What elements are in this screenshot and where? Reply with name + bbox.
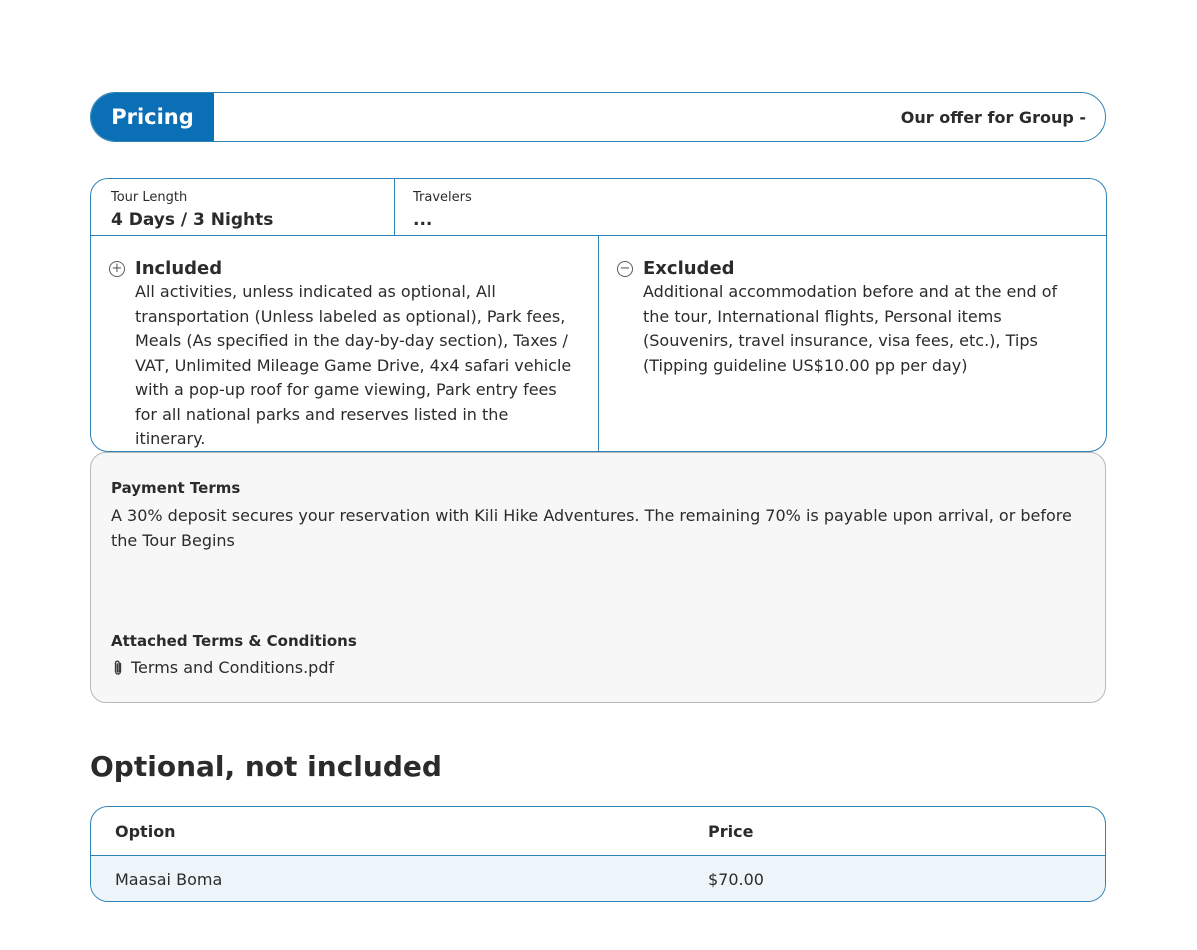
payment-terms-title: Payment Terms [111, 479, 241, 497]
table-header-row [91, 807, 1105, 856]
excluded-text: Additional accommodation before and at the end of the tour, International flights, Personal items (Souvenirs, travel insurance, visa fees, etc.), Tips (Tipping guideline US$10.00 pp per day) [643, 282, 1058, 375]
column-header-price: Price [708, 821, 754, 841]
pricing-header-bar [90, 92, 1106, 142]
tour-summary-box [90, 178, 1107, 452]
travelers-value: ... [413, 210, 433, 230]
option-name-cell: Maasai Boma [115, 869, 223, 889]
tour-length-cell [91, 179, 395, 235]
included-title: Included [135, 258, 223, 279]
plus-circle-icon: + [109, 261, 125, 277]
tour-length-label: Tour Length [111, 190, 188, 205]
travelers-label: Travelers [413, 190, 472, 205]
optional-heading: Optional, not included [90, 750, 442, 783]
table-row [91, 856, 1105, 902]
minus-circle-icon: − [617, 261, 633, 277]
travelers-cell [395, 179, 1106, 235]
pricing-tab: Pricing [91, 93, 214, 141]
included-text: All activities, unless indicated as optional, All transportation (Unless labeled as optional), Park fees, Meals (As specified in the day-by-day section), Taxes / VAT, Unlimited Mileage Game Drive, 4x4 safari vehicle with a pop-up roof for game viewing, Park entry fees for all national parks and reserves listed in the itinerary. [135, 282, 572, 448]
paperclip-icon [111, 659, 125, 677]
payment-terms-text: A 30% deposit secures your reservation with Kili Hike Adventures. The remaining 70% is payable upon arrival, or before the Tour Begins [111, 506, 1072, 550]
option-price-cell: $70.00 [708, 869, 764, 889]
tour-info-row [91, 179, 1106, 236]
payment-terms-box [90, 452, 1106, 703]
excluded-title: Excluded [643, 258, 735, 279]
attached-terms-title: Attached Terms & Conditions [111, 632, 357, 650]
tour-length-value: 4 Days / 3 Nights [111, 210, 274, 230]
attachment-link[interactable] [111, 658, 1085, 677]
offer-text: Our offer for Group - [900, 107, 1086, 127]
optional-table [90, 806, 1106, 902]
excluded-section [599, 236, 1106, 452]
included-excluded-row [91, 236, 1106, 452]
included-section [91, 236, 599, 452]
column-header-option: Option [115, 821, 176, 841]
attachment-file-name[interactable]: Terms and Conditions.pdf [131, 658, 335, 677]
